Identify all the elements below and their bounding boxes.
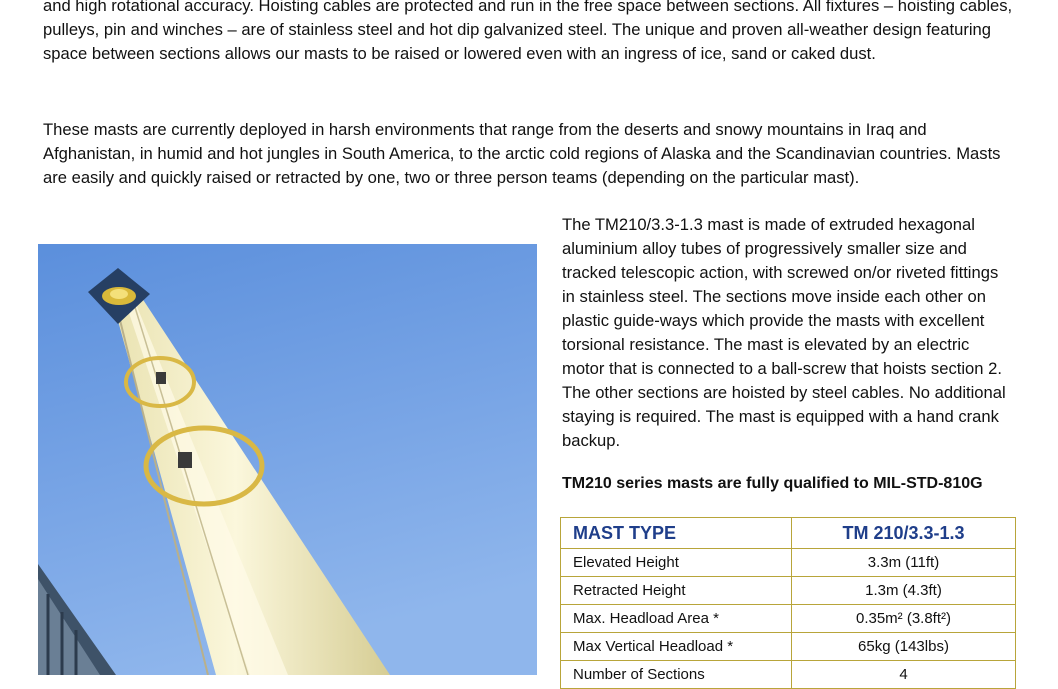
spec-value: 65kg (143lbs) [792, 633, 1016, 661]
table-row [561, 633, 1016, 661]
intro-paragraph-1: and high rotational accuracy. Hoisting cables are protected and run in the free space between sections. All fixtures – hoisting cables, pulleys, pin and winches – are of stainless steel and hot dip galvanized steel. The unique and proven all-weather design featuring space between sections allows our masts to be raised or lowered even with an ingress of ice, sand or caked dust. [43, 0, 1013, 63]
spec-label: Number of Sections [561, 661, 792, 689]
table-row [561, 577, 1016, 605]
spec-value: 0.35m² (3.8ft²) [792, 605, 1016, 633]
spec-header-label: MAST TYPE [561, 518, 792, 549]
spec-label: Elevated Height [561, 549, 792, 577]
mast-image [38, 244, 537, 675]
qualification-statement: TM210 series masts are fully qualified to MIL-STD-810G [562, 475, 983, 492]
spec-table [560, 517, 1016, 689]
table-row [561, 549, 1016, 577]
mast-description: The TM210/3.3-1.3 mast is made of extruded hexagonal aluminium alloy tubes of progressively smaller size and tracked telescopic action, with screwed on/or riveted fittings in stainless steel. The sections move inside each other on plastic guide-ways which provide the masts with excellent torsional resistance. The mast is elevated by an electric motor that is connected to a ball-screw that hoists section 2. The other sections are hoisted by steel cables. No additional staying is required. The mast is equipped with a hand crank backup. [562, 215, 1006, 450]
spec-label: Max Vertical Headload * [561, 633, 792, 661]
spec-label: Max. Headload Area * [561, 605, 792, 633]
spec-value: 1.3m (4.3ft) [792, 577, 1016, 605]
spec-table-header [561, 518, 1016, 549]
spec-value: 4 [792, 661, 1016, 689]
mast-photo [38, 244, 537, 675]
intro-paragraph-2: These masts are currently deployed in harsh environments that range from the deserts and snowy mountains in Iraq and Afghanistan, in humid and hot jungles in South America, to the arctic cold regions of Alaska and the Scandinavian countries. Masts are easily and quickly raised or retracted by one, two or three person teams (depending on the particular mast). [43, 120, 1001, 187]
spec-header-value: TM 210/3.3-1.3 [792, 518, 1016, 549]
table-row [561, 605, 1016, 633]
spec-value: 3.3m (11ft) [792, 549, 1016, 577]
spec-label: Retracted Height [561, 577, 792, 605]
